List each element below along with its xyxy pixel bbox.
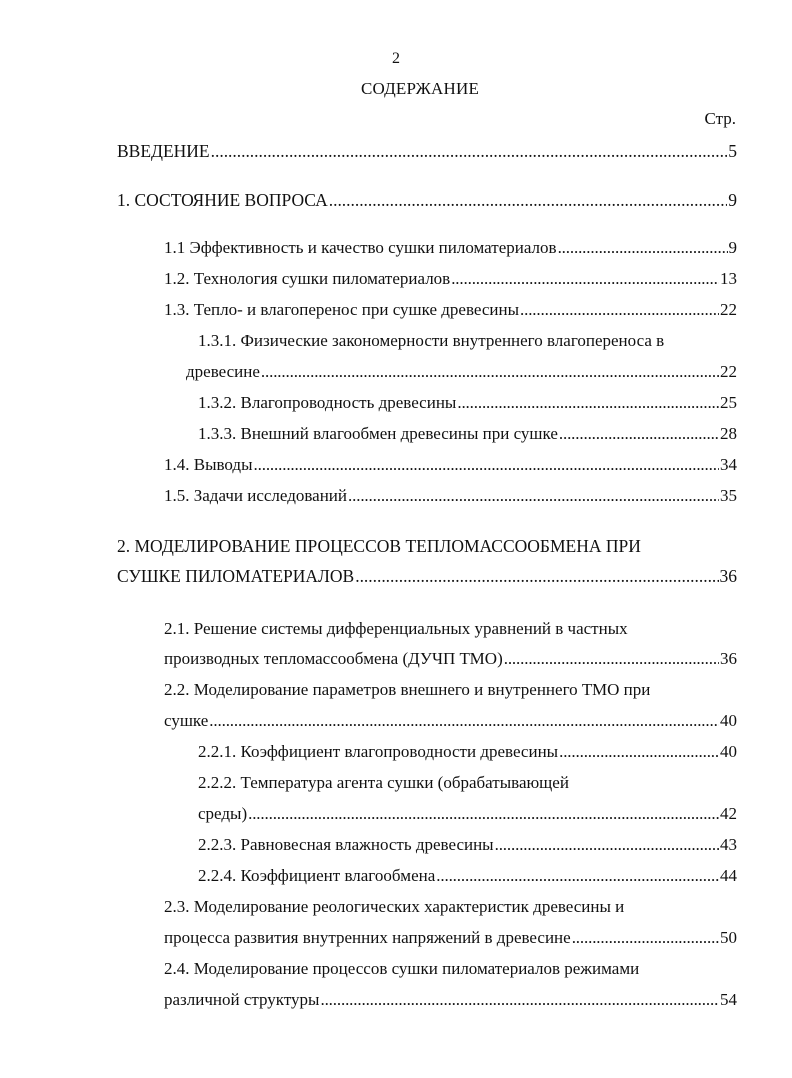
- toc-entry-title-cont: древесине: [186, 362, 260, 381]
- toc-entry-1: [117, 190, 737, 210]
- toc-entry-page: 28: [720, 424, 737, 443]
- toc-leader: [348, 486, 719, 506]
- toc-leader: [520, 300, 719, 320]
- toc-entry-page: 25: [720, 393, 737, 412]
- toc-entry-title-cont: производных тепломассообмена (ДУЧП ТМО): [164, 649, 503, 668]
- toc-leader: [320, 990, 719, 1010]
- toc-entry-2-2-2-title: 2.2.2. Температура агента сушки (обрабатывающей: [198, 773, 569, 792]
- toc-entry-2-2-4: [198, 866, 737, 886]
- toc-entry-title-cont: процесса развития внутренних напряжений в древесине: [164, 928, 571, 947]
- toc-entry-page: 5: [728, 141, 737, 161]
- toc-entry-2-2-2: [198, 804, 737, 824]
- toc-entry-title: 1.3. Тепло- и влагоперенос при сушке древесины: [164, 300, 519, 319]
- toc-entry-1-3-1-title: 1.3.1. Физические закономерности внутреннего влагопереноса в: [198, 331, 665, 350]
- toc-entry-title: 1. СОСТОЯНИЕ ВОПРОСА: [117, 190, 328, 210]
- page-title: СОДЕРЖАНИЕ: [360, 79, 480, 98]
- toc-entry-title: ВВЕДЕНИЕ: [117, 141, 210, 161]
- toc-entry-1-3: [164, 300, 737, 320]
- toc-entry-page: 40: [720, 711, 737, 730]
- toc-entry-title: 1.3.2. Влагопроводность древесины: [198, 393, 457, 412]
- toc-entry-2-2-title: 2.2. Моделирование параметров внешнего и внутреннего ТМО при: [164, 680, 651, 699]
- toc-leader: [559, 424, 719, 444]
- toc-entry-title: 1.2. Технология сушки пиломатериалов: [164, 269, 451, 288]
- toc-entry-2: [117, 566, 737, 586]
- toc-entry-1-3-3: [198, 424, 737, 444]
- toc-entry-page: 13: [720, 269, 737, 288]
- toc-entry-page: 9: [728, 238, 737, 257]
- toc-entry-2-4: [164, 990, 737, 1010]
- toc-leader: [261, 362, 719, 382]
- toc-entry-page: 44: [720, 866, 737, 885]
- toc-entry-title: 1.1 Эффективность и качество сушки пиломатериалов: [164, 238, 557, 257]
- toc-entry-2-1-title: 2.1. Решение системы дифференциальных уравнений в частных: [164, 619, 628, 638]
- toc-entry-1-3-1: [186, 362, 737, 382]
- toc-entry-page: 43: [720, 835, 737, 854]
- toc-entry-page: 42: [720, 804, 737, 823]
- toc-leader: [451, 269, 719, 289]
- toc-entry-page: 34: [720, 455, 737, 474]
- toc-entry-title: 1.4. Выводы: [164, 455, 253, 474]
- toc-entry-title-cont: различной структуры: [164, 990, 320, 1009]
- toc-leader: [559, 742, 719, 762]
- toc-entry-2-2-3: [198, 835, 737, 855]
- toc-entry-1-5: [164, 486, 737, 506]
- toc-leader: [495, 835, 719, 855]
- toc-leader: [248, 804, 719, 824]
- toc-entry-1-2: [164, 269, 737, 289]
- toc-entry-page: 9: [728, 190, 737, 210]
- toc-entry-1-4: [164, 455, 737, 475]
- toc-entry-2-2: [164, 711, 737, 731]
- toc-entry-intro: [117, 141, 737, 161]
- toc-leader: [209, 711, 719, 731]
- toc-entry-2-title: 2. МОДЕЛИРОВАНИЕ ПРОЦЕССОВ ТЕПЛОМАССООБМЕНА ПРИ: [117, 536, 641, 556]
- toc-leader: [329, 190, 728, 210]
- toc-entry-title: 1.3.3. Внешний влагообмен древесины при сушке: [198, 424, 558, 443]
- toc-leader: [558, 238, 728, 258]
- toc-entry-title-cont: СУШКЕ ПИЛОМАТЕРИАЛОВ: [117, 566, 355, 586]
- toc-leader: [572, 928, 719, 948]
- toc-entry-1-3-2: [198, 393, 737, 413]
- page-number: 2: [392, 50, 400, 67]
- toc-entry-page: 40: [720, 742, 737, 761]
- toc-entry-title: 2.2.1. Коэффициент влагопроводности древесины: [198, 742, 559, 761]
- toc-entry-2-2-1: [198, 742, 737, 762]
- toc-entry-title: 2.2.3. Равновесная влажность древесины: [198, 835, 494, 854]
- toc-entry-2-1: [164, 649, 737, 669]
- toc-entry-title: 2.2.4. Коэффициент влагообмена: [198, 866, 436, 885]
- toc-entry-page: 50: [720, 928, 737, 947]
- toc-entry-1-1: [164, 238, 737, 258]
- toc-entry-page: 36: [719, 566, 737, 586]
- toc-leader: [504, 649, 719, 669]
- toc-entry-page: 35: [720, 486, 737, 505]
- toc-entry-2-3: [164, 928, 737, 948]
- toc-leader: [457, 393, 719, 413]
- toc-entry-2-3-title: 2.3. Моделирование реологических характеристик древесины и: [164, 897, 625, 916]
- toc-leader: [211, 141, 728, 161]
- toc-entry-title-cont: среды): [198, 804, 248, 823]
- toc-entry-page: 36: [720, 649, 737, 668]
- toc-leader: [436, 866, 719, 886]
- toc-entry-title-cont: сушке: [164, 711, 209, 730]
- toc-entry-page: 22: [720, 362, 737, 381]
- toc-entry-page: 22: [720, 300, 737, 319]
- toc-leader: [254, 455, 719, 475]
- toc-leader: [355, 566, 718, 586]
- toc-entry-2-4-title: 2.4. Моделирование процессов сушки пиломатериалов режимами: [164, 959, 640, 978]
- page-column-label: Стр.: [704, 109, 736, 128]
- toc-entry-page: 54: [720, 990, 737, 1009]
- toc-entry-title: 1.5. Задачи исследований: [164, 486, 348, 505]
